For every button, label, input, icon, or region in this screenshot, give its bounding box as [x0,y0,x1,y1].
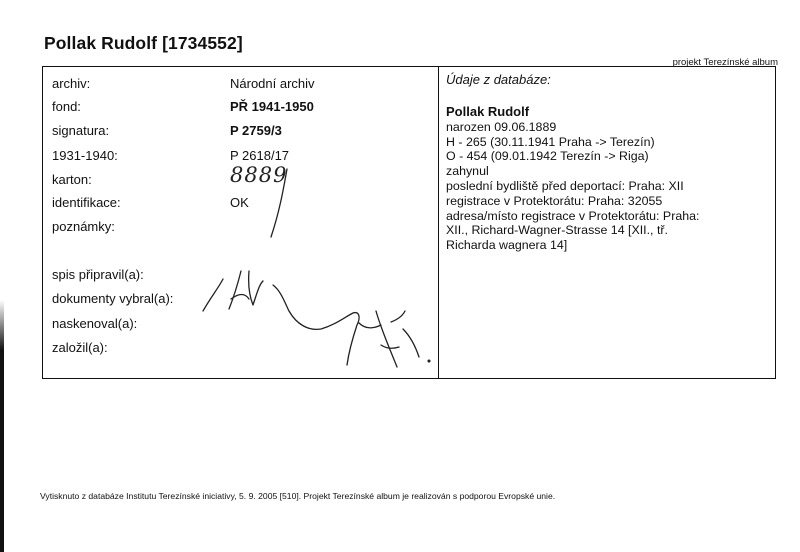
karton-handwritten: 8889 [230,163,288,187]
field-value: OK [230,195,249,210]
field-label: signatura: [52,123,110,138]
db-line: H - 265 (30.11.1941 Praha -> Terezín) [446,134,655,149]
database-details [446,105,766,253]
field-poznamky [43,219,438,239]
database-heading: Údaje z databáze: [446,72,551,87]
db-line: adresa/místo registrace v Protektorátu: Praha: [446,208,700,223]
field-label: archiv: [52,76,91,91]
field-label: identifikace: [52,195,121,210]
page-title: Pollak Rudolf [1734552] [44,33,243,53]
field-label: založil(a): [52,340,108,355]
field-signatura [43,123,438,143]
field-label: karton: [52,172,92,187]
record-card [42,66,776,379]
db-line: narozen 09.06.1889 [446,119,557,134]
db-line: zahynul [446,164,489,179]
field-label: fond: [52,99,81,114]
field-value: P 2759/3 [230,123,282,138]
field-zalozil [43,340,438,360]
field-label: poznámky: [52,219,115,234]
field-archiv [43,76,438,96]
field-label: naskenoval(a): [52,316,138,331]
field-value: Národní archiv [230,76,315,91]
field-label: spis připravil(a): [52,267,144,282]
db-line: Richarda wagnera 14] [446,238,568,253]
field-value: P 2618/17 [230,148,290,163]
field-spis-pripravil [43,267,438,287]
field-fond [43,99,438,119]
field-label: dokumenty vybral(a): [52,291,174,306]
db-line: poslední bydliště před deportací: Praha: XII [446,178,684,193]
person-name: Pollak Rudolf [446,104,530,119]
field-naskenoval [43,316,438,336]
scan-edge [0,300,4,552]
column-divider [438,67,439,378]
field-identifikace [43,195,438,215]
field-dokumenty-vybral [43,291,438,311]
project-label: projekt Terezínské album [672,57,778,68]
field-label: 1931-1940: [52,148,118,163]
footer-note: Vytisknuto z databáze Institutu Terezínské iniciativy, 5. 9. 2005 [510]. Projekt Terezínské album je realizován s podporou Evropské unie. [40,491,556,501]
db-line: O - 454 (09.01.1942 Terezín -> Riga) [446,149,649,164]
db-line: XII., Richard-Wagner-Strasse 14 [XII., tř. [446,223,668,238]
db-line: registrace v Protektorátu: Praha: 32055 [446,193,663,208]
field-value: PŘ 1941-1950 [230,99,314,114]
